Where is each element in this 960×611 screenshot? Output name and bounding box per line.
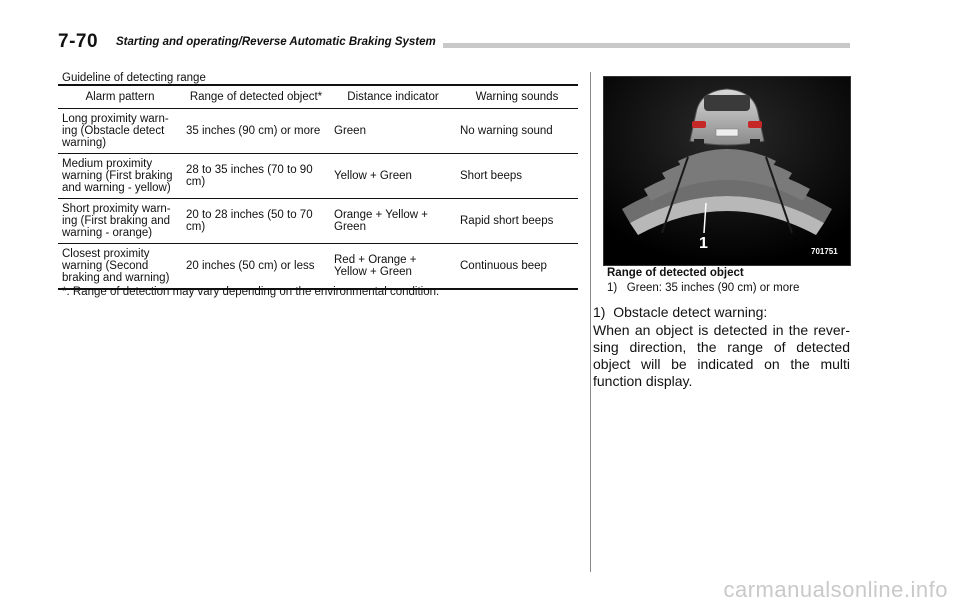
image-code: 701751 [811,247,838,256]
callout-label: 1 [699,235,708,252]
table-cell: Orange + Yellow + Green [330,199,456,244]
table-caption: Guideline of detecting range [62,72,206,84]
table-footnote: *: Range of detection may vary depending on the environmental condition. [62,286,440,298]
table-row [58,199,578,244]
parking-sensor-illustration [604,77,850,265]
section-title: Starting and operating/Reverse Automatic Braking System [116,36,436,48]
table-cell: Closest proximity warning (Second braking and warning) [58,244,182,290]
table-cell: 28 to 35 inches (70 to 90 cm) [182,154,330,199]
table-cell: Yellow + Green [330,154,456,199]
column-header: Range of detected object* [182,85,330,109]
table-row [58,154,578,199]
column-divider [590,72,591,572]
watermark: carmanualsonline.info [723,577,948,602]
page-header [58,31,850,54]
table-cell: Long proximity warn-ing (Obstacle detect warning) [58,109,182,154]
column-header: Alarm pattern [58,85,182,109]
table-cell: 20 to 28 inches (50 to 70 cm) [182,199,330,244]
table-cell: Short beeps [456,154,578,199]
table-cell: Continuous beep [456,244,578,290]
table-cell: 35 inches (90 cm) or more [182,109,330,154]
table-row [58,109,578,154]
detection-range-figure [603,76,851,266]
table-cell: No warning sound [456,109,578,154]
table-cell: Red + Orange + Yellow + Green [330,244,456,290]
table-cell: Rapid short beeps [456,199,578,244]
table-cell: Medium proximity warning (First braking and warning - yellow) [58,154,182,199]
subheading: 1) Obstacle detect warning: [593,304,768,320]
column-header: Distance indicator [330,85,456,109]
page-number: 7-70 [58,31,99,52]
figure-legend-item: 1) Green: 35 inches (90 cm) or more [607,282,800,294]
column-header: Warning sounds [456,85,578,109]
body-paragraph: When an object is detected in the rever-sing direction, the range of detected object will be indicated on the multi function display. [593,322,850,389]
table-cell: 20 inches (50 cm) or less [182,244,330,290]
table-row [58,244,578,290]
table-header-row [58,85,578,109]
table-cell: Green [330,109,456,154]
figure-caption: Range of detected object [607,267,744,279]
detection-range-table [58,84,578,290]
header-rule [443,43,850,48]
table-cell: Short proximity warn-ing (First braking and warning - orange) [58,199,182,244]
